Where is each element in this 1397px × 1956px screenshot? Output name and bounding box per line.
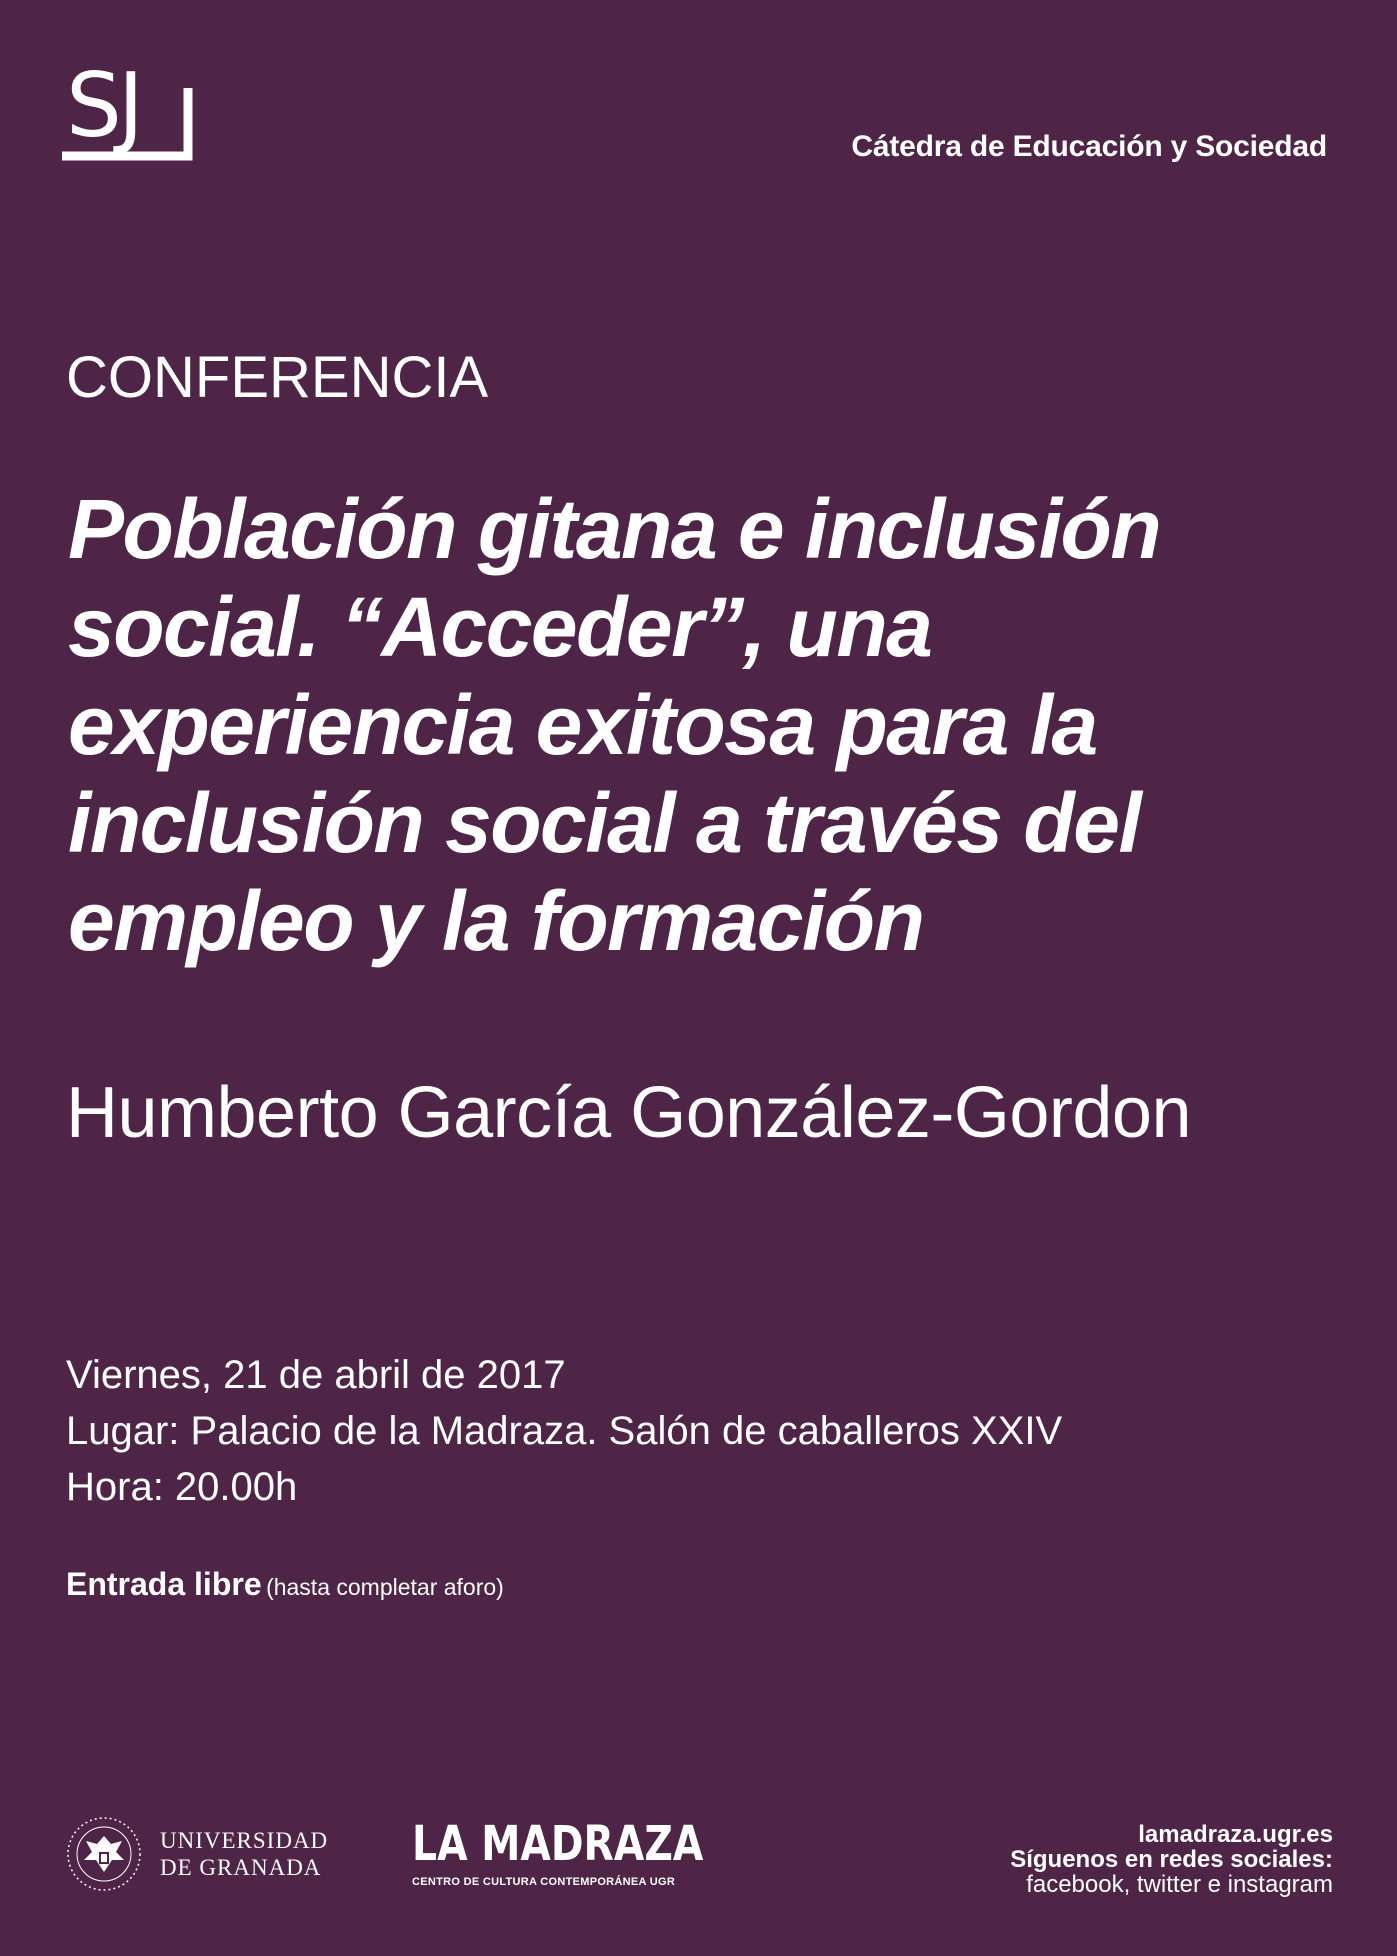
event-title-line: social. “Acceder”, una [68, 580, 932, 674]
sj-logo-text: SJ [66, 54, 140, 157]
event-title-line: empleo y la formación [68, 874, 924, 968]
ugr-name [160, 1827, 328, 1881]
event-details [66, 1347, 1062, 1515]
social-info [1010, 1822, 1333, 1897]
entrance-note: (hasta completar aforo) [266, 1574, 504, 1600]
university-seal-icon [66, 1816, 142, 1892]
event-place: Lugar: Palacio de la Madraza. Salón de caballeros XXIV [66, 1409, 1063, 1453]
ugr-logo [66, 1814, 328, 1894]
social-label: Síguenos en redes sociales: [1010, 1846, 1333, 1873]
catedra-label: Cátedra de Educación y Sociedad [851, 130, 1327, 163]
event-title [68, 480, 1298, 970]
speaker-name: Humberto García González-Gordon [66, 1073, 1192, 1153]
website-link[interactable]: lamadraza.ugr.es [1138, 1821, 1333, 1848]
social-networks: facebook, twitter e instagram [1026, 1871, 1333, 1898]
event-title-line: experiencia exitosa para la [68, 678, 1097, 772]
event-time: Hora: 20.00h [66, 1465, 298, 1509]
entrance-info [66, 1566, 504, 1603]
entrance-label: Entrada libre [66, 1566, 262, 1602]
madraza-logo [412, 1816, 704, 1888]
madraza-subtitle: CENTRO DE CULTURA CONTEMPORÁNEA UGR [412, 1876, 676, 1888]
event-title-line: inclusión social a través del [68, 776, 1141, 870]
event-date: Viernes, 21 de abril de 2017 [66, 1353, 566, 1397]
madraza-name: LA MADRAZA [412, 1816, 704, 1872]
event-title-line: Población gitana e inclusión [68, 482, 1161, 576]
event-type: CONFERENCIA [66, 345, 489, 410]
sj-logo [60, 44, 198, 166]
ugr-line1: UNIVERSIDAD [160, 1828, 329, 1853]
ugr-line2: DE GRANADA [160, 1855, 322, 1880]
